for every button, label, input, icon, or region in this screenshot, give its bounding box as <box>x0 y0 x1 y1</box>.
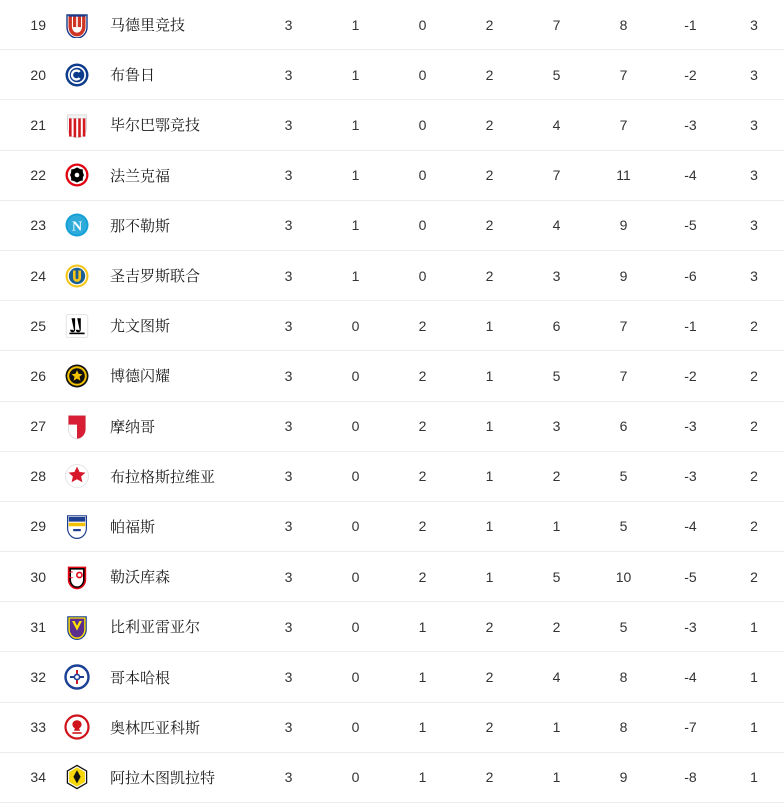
row-team-name[interactable]: 马德里竞技 <box>110 17 186 35</box>
table-row[interactable] <box>0 753 784 803</box>
row-played: 3 <box>284 16 293 33</box>
row-goal-difference: -5 <box>684 568 697 585</box>
row-goals-against: 5 <box>619 618 628 635</box>
row-lost: 2 <box>485 267 494 284</box>
row-points: 2 <box>750 367 758 384</box>
row-won: 1 <box>351 267 360 284</box>
row-goal-difference: -2 <box>684 367 697 384</box>
row-rank: 20 <box>30 66 46 83</box>
napoli-crest <box>46 212 108 238</box>
row-played: 3 <box>284 367 293 384</box>
row-played: 3 <box>284 66 293 83</box>
row-played: 3 <box>284 769 293 786</box>
row-lost: 2 <box>485 217 494 234</box>
row-drawn: 1 <box>418 669 427 686</box>
row-goal-difference: -3 <box>684 618 697 635</box>
row-goals-for: 2 <box>552 618 561 635</box>
row-won: 0 <box>351 568 360 585</box>
row-goals-against: 5 <box>619 518 628 535</box>
row-goal-difference: -6 <box>684 267 697 284</box>
row-rank: 22 <box>30 167 46 184</box>
row-goal-difference: -4 <box>684 167 697 184</box>
table-row[interactable] <box>0 602 784 652</box>
row-played: 3 <box>284 167 293 184</box>
row-goal-difference: -1 <box>684 317 697 334</box>
row-goals-against: 7 <box>619 66 628 83</box>
table-row[interactable] <box>0 100 784 150</box>
row-goal-difference: -3 <box>684 418 697 435</box>
row-goal-difference: -7 <box>684 719 697 736</box>
row-points: 2 <box>750 317 758 334</box>
row-rank: 28 <box>30 468 46 485</box>
row-lost: 1 <box>485 317 494 334</box>
row-won: 0 <box>351 317 360 334</box>
row-team-name[interactable]: 奥林匹亚科斯 <box>110 719 201 737</box>
row-goals-for: 5 <box>552 66 561 83</box>
olympiacos-crest <box>46 714 108 740</box>
row-rank: 33 <box>30 719 46 736</box>
row-team-name[interactable]: 布拉格斯拉维亚 <box>110 468 216 486</box>
row-played: 3 <box>284 568 293 585</box>
row-won: 0 <box>351 618 360 635</box>
row-goal-difference: -8 <box>684 769 697 786</box>
row-lost: 2 <box>485 769 494 786</box>
table-row[interactable] <box>0 402 784 452</box>
row-lost: 1 <box>485 568 494 585</box>
row-lost: 2 <box>485 618 494 635</box>
row-drawn: 2 <box>418 468 427 485</box>
row-won: 0 <box>351 367 360 384</box>
row-played: 3 <box>284 317 293 334</box>
row-points: 1 <box>750 618 758 635</box>
row-goal-difference: -3 <box>684 468 697 485</box>
row-points: 3 <box>750 167 758 184</box>
row-points: 2 <box>750 468 758 485</box>
row-played: 3 <box>284 618 293 635</box>
row-team-name[interactable]: 法兰克福 <box>110 167 171 185</box>
row-points: 1 <box>750 669 758 686</box>
row-won: 0 <box>351 669 360 686</box>
table-row[interactable] <box>0 652 784 702</box>
union-saint-gilloise-crest <box>46 263 108 289</box>
row-goals-for: 1 <box>552 769 561 786</box>
row-points: 1 <box>750 769 758 786</box>
table-row[interactable] <box>0 502 784 552</box>
row-team-name[interactable]: 毕尔巴鄂竞技 <box>110 117 201 135</box>
row-rank: 25 <box>30 317 46 334</box>
row-goals-for: 3 <box>552 267 561 284</box>
row-points: 3 <box>750 66 758 83</box>
row-played: 3 <box>284 669 293 686</box>
row-goals-against: 7 <box>619 116 628 133</box>
row-drawn: 2 <box>418 418 427 435</box>
row-team-name[interactable]: 摩纳哥 <box>110 418 156 436</box>
row-drawn: 2 <box>418 367 427 384</box>
row-goals-for: 4 <box>552 669 561 686</box>
row-points: 3 <box>750 217 758 234</box>
row-lost: 2 <box>485 167 494 184</box>
row-goals-against: 9 <box>619 769 628 786</box>
row-played: 3 <box>284 418 293 435</box>
row-team-name[interactable]: 圣吉罗斯联合 <box>110 268 201 286</box>
row-played: 3 <box>284 217 293 234</box>
row-goal-difference: -1 <box>684 16 697 33</box>
row-team-name[interactable]: 帕福斯 <box>110 518 156 536</box>
row-goals-against: 7 <box>619 317 628 334</box>
row-team-name[interactable]: 哥本哈根 <box>110 669 171 687</box>
table-row[interactable] <box>0 151 784 201</box>
row-goals-against: 7 <box>619 367 628 384</box>
row-points: 2 <box>750 518 758 535</box>
table-row[interactable] <box>0 452 784 502</box>
slavia-prague-crest <box>46 463 108 489</box>
row-team-name[interactable]: 阿拉木图凯拉特 <box>110 769 216 787</box>
row-points: 3 <box>750 16 758 33</box>
table-row[interactable] <box>0 50 784 100</box>
row-won: 1 <box>351 66 360 83</box>
row-team-name[interactable]: 那不勒斯 <box>110 217 171 235</box>
table-row[interactable] <box>0 351 784 401</box>
row-rank: 24 <box>30 267 46 284</box>
table-row[interactable] <box>0 201 784 251</box>
row-rank: 34 <box>30 769 46 786</box>
copenhagen-crest <box>46 664 108 690</box>
row-points: 3 <box>750 267 758 284</box>
table-row[interactable] <box>0 301 784 351</box>
row-team-name[interactable]: 勒沃库森 <box>110 569 171 587</box>
row-points: 3 <box>750 116 758 133</box>
row-played: 3 <box>284 719 293 736</box>
row-goals-against: 10 <box>615 568 632 585</box>
row-won: 0 <box>351 719 360 736</box>
row-goals-against: 6 <box>619 418 628 435</box>
row-goals-for: 5 <box>552 568 561 585</box>
row-rank: 26 <box>30 367 46 384</box>
eintracht-frankfurt-crest <box>46 162 108 188</box>
row-rank: 19 <box>30 16 46 33</box>
row-won: 0 <box>351 518 360 535</box>
row-rank: 23 <box>30 217 46 234</box>
row-lost: 1 <box>485 468 494 485</box>
row-drawn: 2 <box>418 317 427 334</box>
row-goals-for: 3 <box>552 418 561 435</box>
row-goal-difference: -4 <box>684 669 697 686</box>
row-rank: 31 <box>30 618 46 635</box>
row-won: 0 <box>351 468 360 485</box>
row-goals-for: 1 <box>552 518 561 535</box>
row-drawn: 2 <box>418 568 427 585</box>
row-lost: 2 <box>485 669 494 686</box>
row-lost: 2 <box>485 16 494 33</box>
row-rank: 32 <box>30 669 46 686</box>
table-row[interactable] <box>0 703 784 753</box>
row-won: 0 <box>351 418 360 435</box>
row-goal-difference: -3 <box>684 116 697 133</box>
row-lost: 2 <box>485 719 494 736</box>
table-row[interactable] <box>0 552 784 602</box>
table-row[interactable] <box>0 251 784 301</box>
row-team-name[interactable]: 比利亚雷亚尔 <box>110 619 201 637</box>
row-lost: 2 <box>485 66 494 83</box>
row-goals-against: 9 <box>619 267 628 284</box>
row-played: 3 <box>284 267 293 284</box>
row-goal-difference: -5 <box>684 217 697 234</box>
row-won: 1 <box>351 217 360 234</box>
row-rank: 21 <box>30 116 46 133</box>
row-drawn: 0 <box>418 167 427 184</box>
kairat-almaty-crest <box>46 764 108 790</box>
row-points: 1 <box>750 719 758 736</box>
row-played: 3 <box>284 518 293 535</box>
row-drawn: 0 <box>418 66 427 83</box>
pafos-crest <box>46 513 108 539</box>
row-points: 2 <box>750 418 758 435</box>
row-goal-difference: -4 <box>684 518 697 535</box>
bayer-leverkusen-crest <box>46 564 108 590</box>
row-drawn: 1 <box>418 618 427 635</box>
row-goals-for: 7 <box>552 16 561 33</box>
row-rank: 29 <box>30 518 46 535</box>
monaco-crest <box>46 413 108 439</box>
villarreal-crest <box>46 614 108 640</box>
row-won: 1 <box>351 116 360 133</box>
row-goals-for: 1 <box>552 719 561 736</box>
row-goals-for: 4 <box>552 217 561 234</box>
row-goals-against: 8 <box>619 719 628 736</box>
row-played: 3 <box>284 116 293 133</box>
table-row[interactable] <box>0 0 784 50</box>
row-won: 0 <box>351 769 360 786</box>
row-team-name[interactable]: 布鲁日 <box>110 67 156 85</box>
row-goals-against: 11 <box>616 167 631 184</box>
row-drawn: 2 <box>418 518 427 535</box>
athletic-bilbao-crest <box>46 112 108 138</box>
row-drawn: 0 <box>418 16 427 33</box>
row-lost: 1 <box>485 367 494 384</box>
row-drawn: 0 <box>418 267 427 284</box>
row-goals-for: 5 <box>552 367 561 384</box>
bodo-glimt-crest <box>46 363 108 389</box>
row-lost: 1 <box>485 518 494 535</box>
row-goals-against: 9 <box>619 217 628 234</box>
row-drawn: 0 <box>418 217 427 234</box>
row-goals-for: 4 <box>552 116 561 133</box>
row-drawn: 1 <box>418 719 427 736</box>
atletico-madrid-crest <box>46 12 108 38</box>
row-goals-against: 8 <box>619 16 628 33</box>
row-won: 1 <box>351 167 360 184</box>
svg-text:N: N <box>71 219 83 235</box>
row-team-name[interactable]: 博德闪耀 <box>110 368 171 386</box>
row-team-name[interactable]: 尤文图斯 <box>110 318 171 336</box>
row-lost: 2 <box>485 116 494 133</box>
row-goals-for: 2 <box>552 468 561 485</box>
row-rank: 30 <box>30 568 46 585</box>
row-goals-for: 6 <box>552 317 561 334</box>
row-drawn: 1 <box>418 769 427 786</box>
row-played: 3 <box>284 468 293 485</box>
juventus-crest <box>46 313 108 339</box>
row-drawn: 0 <box>418 116 427 133</box>
row-won: 1 <box>351 16 360 33</box>
row-rank: 27 <box>30 418 46 435</box>
row-goals-against: 8 <box>619 669 628 686</box>
row-goal-difference: -2 <box>684 66 697 83</box>
row-lost: 1 <box>485 418 494 435</box>
row-points: 2 <box>750 568 758 585</box>
club-brugge-crest <box>46 62 108 88</box>
row-goals-against: 5 <box>619 468 628 485</box>
row-goals-for: 7 <box>552 167 561 184</box>
